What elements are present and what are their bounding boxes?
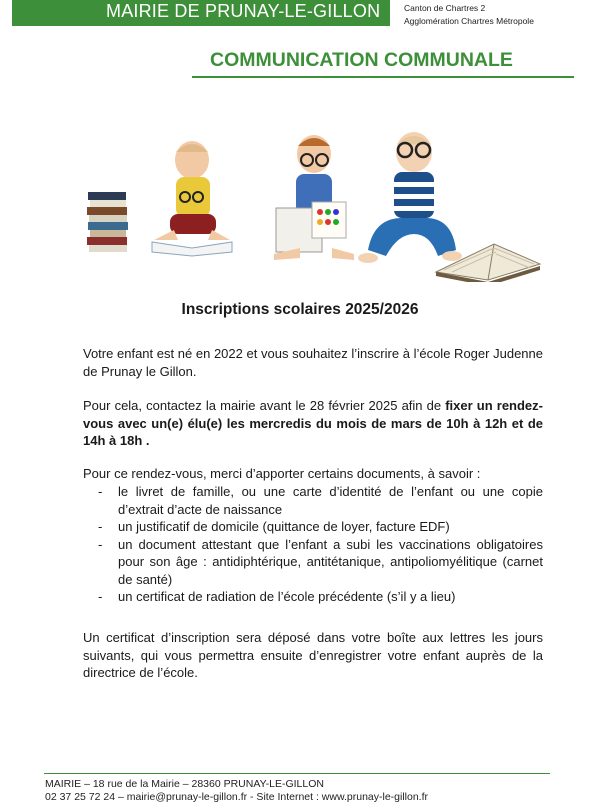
appointment-text: fixer un rendez-vous avec un(e) élu(e) les mercredis du mois de mars de 10h à 12h et de 14h à 18h . bbox=[83, 398, 543, 448]
list-item bbox=[83, 483, 543, 518]
page-heading: Inscriptions scolaires 2025/2026 bbox=[181, 301, 419, 318]
footer-address: MAIRIE – 18 rue de la Mairie – 28360 PRUNAY-LE-GILLON bbox=[45, 778, 324, 790]
documents-list bbox=[83, 483, 543, 606]
contact-text: Pour cela, contactez la mairie avant le 28 février 2025 afin de bbox=[83, 398, 446, 413]
list-dash: - bbox=[98, 536, 103, 552]
list-item-text: le livret de famille, ou une carte d’identité de l’enfant ou une copie d’extrait d’acte de naissance bbox=[118, 484, 543, 517]
list-item bbox=[83, 518, 543, 536]
contact-paragraph bbox=[83, 397, 543, 450]
agglomeration-line: Agglomération Chartres Métropole bbox=[404, 16, 534, 26]
baby-yellow-icon bbox=[152, 141, 232, 256]
section-title: COMMUNICATION COMMUNALE bbox=[210, 49, 513, 71]
certificate-paragraph: Un certificat d’inscription sera déposé dans votre boîte aux lettres les jours suivants, qui vous permettra ensuite d’enregistrer votre enfant auprès de la directrice de l’école. bbox=[83, 630, 543, 680]
list-item bbox=[83, 536, 543, 589]
footer-divider bbox=[44, 773, 550, 774]
list-dash: - bbox=[98, 484, 103, 499]
baby-blue-icon bbox=[274, 135, 354, 260]
title-divider bbox=[192, 76, 574, 78]
list-item bbox=[83, 588, 543, 606]
footer-contact: 02 37 25 72 24 – mairie@prunay-le-gillon.fr - Site Internet : www.prunay-le-gillon.fr bbox=[45, 791, 429, 803]
header-banner bbox=[12, 0, 390, 26]
book-stack-icon bbox=[87, 192, 128, 252]
list-dash: - bbox=[98, 589, 103, 604]
canton-info bbox=[404, 2, 534, 28]
list-item-text: un certificat de radiation de l’école précédente (s’il y a lieu) bbox=[118, 589, 456, 604]
documents-intro: Pour ce rendez-vous, merci d’apporter certains documents, à savoir : bbox=[83, 466, 481, 481]
mairie-title: MAIRIE DE PRUNAY-LE-GILLON bbox=[106, 1, 381, 21]
babies-with-books-illustration bbox=[84, 122, 544, 282]
list-dash: - bbox=[98, 519, 103, 534]
canton-line: Canton de Chartres 2 bbox=[404, 3, 486, 13]
baby-striped-icon bbox=[358, 132, 462, 263]
intro-paragraph: Votre enfant est né en 2022 et vous souhaitez l’inscrire à l’école Roger Judenne de Prunay le Gillon. bbox=[83, 346, 543, 379]
list-item-text: un justificatif de domicile (quittance de loyer, facture EDF) bbox=[118, 519, 450, 534]
list-item-text: un document attestant que l’enfant a subi les vaccinations obligatoires pour son âge : antidiphtérique, antitétanique, antipoliomyélitique (carnet de santé) bbox=[118, 536, 543, 587]
